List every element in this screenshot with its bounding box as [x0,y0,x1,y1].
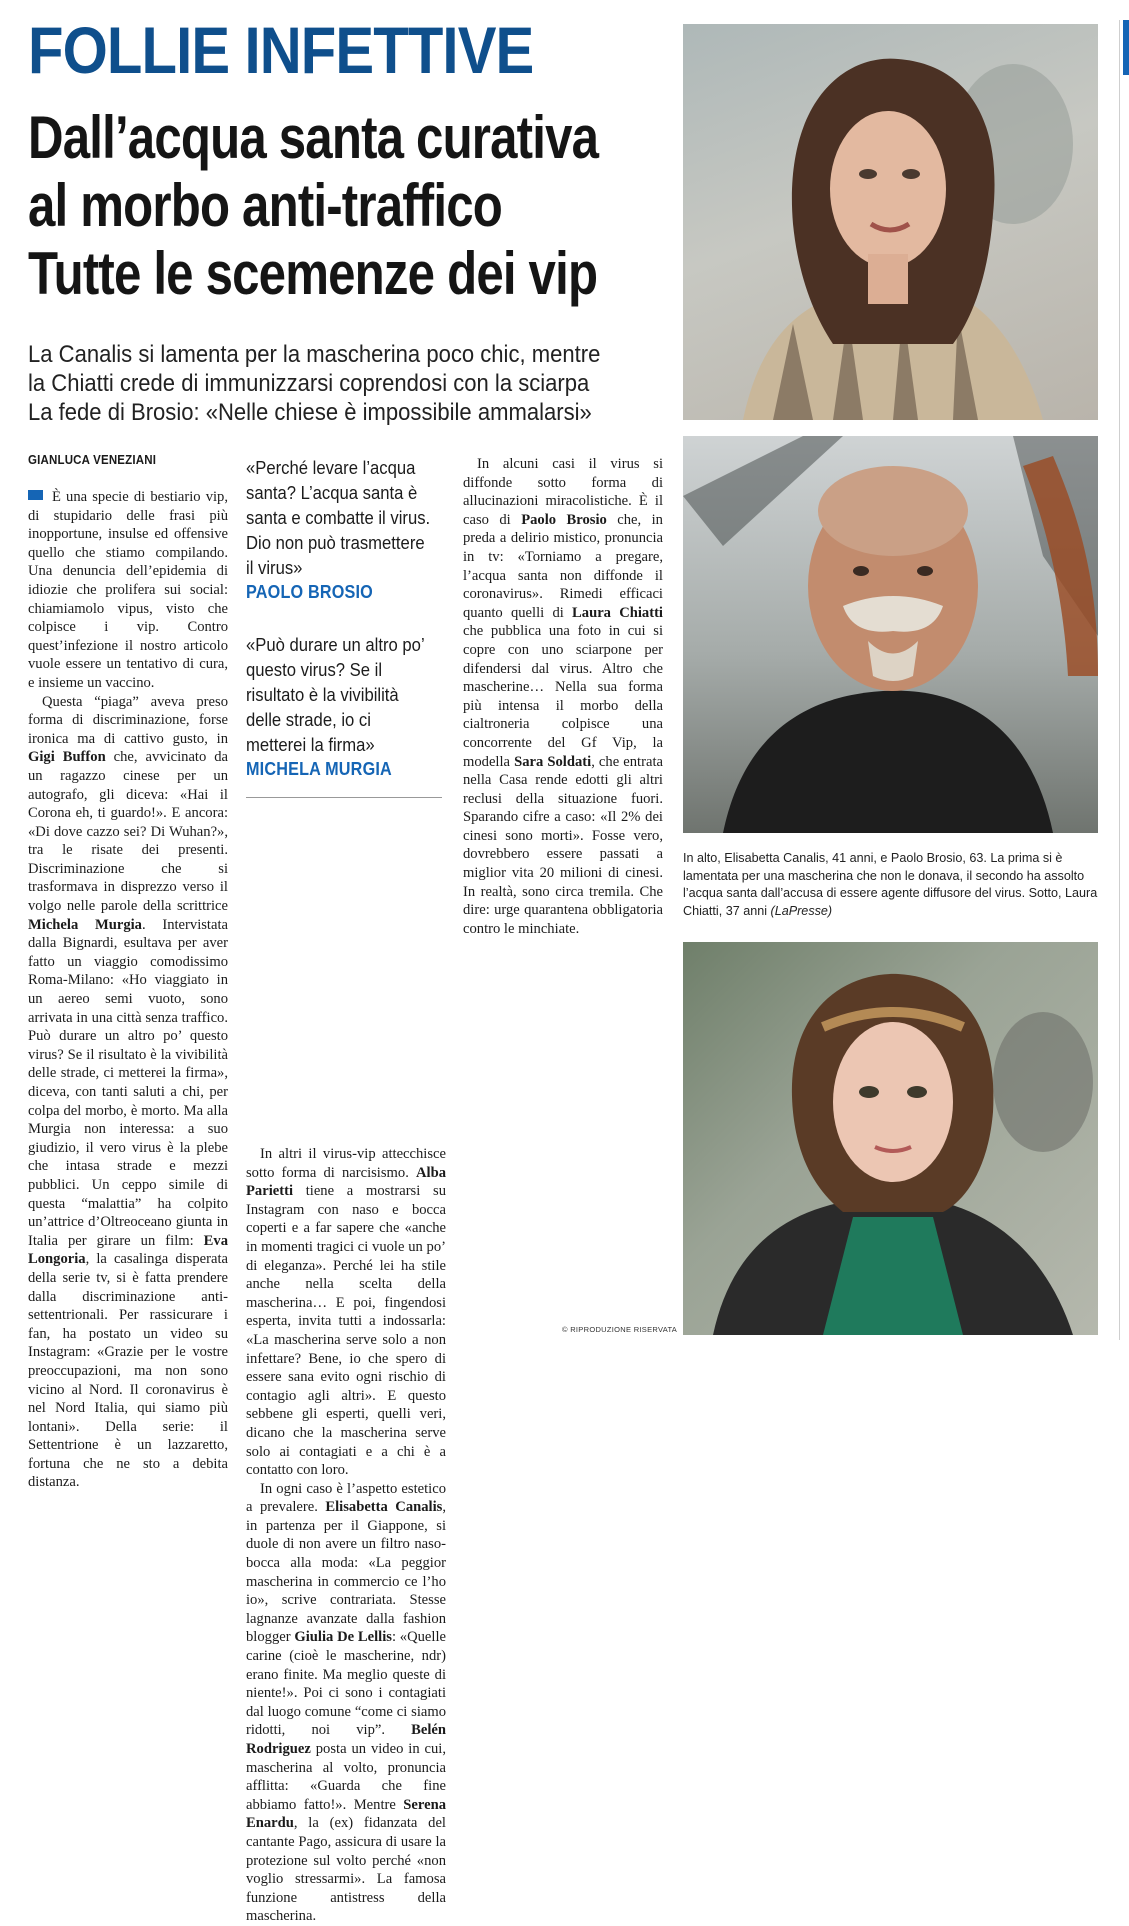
subhead-line-2: la Chiatti crede di immunizzarsi coprendosi con la sciarpa [28,370,590,397]
copyright-notice: © RIPRODUZIONE RISERVATA [562,1325,678,1334]
name-highlight: Sara Soldati [514,753,592,770]
page-edge-accent [1123,20,1129,75]
name-highlight: Michela Murgia [28,916,142,933]
pull-quote-text: «Può durare un altro po’ questo virus? Se il risultato è la vivibilità delle strade, io ci metterei la firma» [246,634,425,755]
name-highlight: Belén Rodriguez [246,1722,446,1757]
name-highlight: Alba Parietti [246,1164,446,1200]
pull-quote-text: «Perché levare l’acqua santa? L’acqua santa è santa e combatte il virus. Dio non può trasmettere il virus» [246,457,431,578]
headline-line-1: Dall’acqua santa curativa [28,104,599,171]
headline-line-2: al morbo anti-traffico [28,172,502,239]
subhead-line-1: La Canalis si lamenta per la mascherina poco chic, mentre [28,341,601,368]
portrait-illustration [683,24,1098,420]
name-highlight: Laura Chiatti [572,604,663,621]
portrait-illustration [683,436,1098,833]
article-column-1 [28,488,228,1492]
subhead-line-3: La fede di Brosio: «Nelle chiese è impossibile ammalarsi» [28,399,592,426]
article-paragraph: Questa “piaga” aveva preso forma di discriminazione, forse ironica ma di cattivo gusto, in Gigi Buffon che, avvicinato da un ragazzo cinese per un autografo, gli diceva: «Hai il Corona eh, ti guardo!». E ancora: «Di dove cazzo sei? Di Wuhan?», tra le risate dei presenti. Discriminazione che si trasformava in disprezzo verso il volgo nelle parole della scrittrice Michela Murgia. Intervistata dalla Bignardi, esultava per aver fatto un viaggio comodissimo Roma-Milano: «Ho viaggiato in un aereo semi vuoto, sono arrivata in una città senza traffico. Può durare un altro po’ questo virus? Se il risultato è la vivibilità delle strade, ci metterei la firma», diceva, con tanti saluti a chi, per colpa del morbo, è morto. Ma alla Murgia non interessa: a suo giudizio, il vero virus è la plebe che intasa strade e mezzi pubblici. Un ceppo simile di questa “malattia” ha colpito un’attrice d’Oltreoceano giunta in Italia per girare un film: Eva Longoria, la casalinga disperata della serie tv, si è fatta prendere dalla discriminazione anti-settentrionali. Per rassicurare i fan, ha postato un video su Instagram: «Grazie per le vostre preoccupazioni, ma non sono vicino al Nord. Il coronavirus è nel Nord Italia, qui siamo più lontani». Della serie: il Settentrione è un lazzaretto, fortuna che ne sto a debita distanza. [28,693,229,1491]
headline-line-3: Tutte le scemenze dei vip [28,240,598,307]
pull-quote-author: PAOLO BROSIO [246,582,373,602]
pull-quote-author: MICHELA MURGIA [246,759,392,779]
name-highlight: Giulia De Lellis [294,1629,392,1646]
photo-caption: In alto, Elisabetta Canalis, 41 anni, e Paolo Brosio, 63. La prima si è lamentata per una mascherina che non le donava, il secondo ha assolto l’acqua santa dall’accusa di essere agente diffusore del virus. Sotto, Laura Chiatti, 37 anni (LaPresse) [683,851,1098,918]
name-highlight: Elisabetta Canalis [325,1499,443,1516]
article-column-3 [463,455,663,938]
byline: GIANLUCA VENEZIANI [28,453,157,467]
page-edge-divider [1119,20,1120,1340]
name-highlight: Serena Enardu [246,1796,446,1832]
article-paragraph: In ogni caso è l’aspetto estetico a prevalere. Elisabetta Canalis, in partenza per il Giappone, si duole di non avere un filtro naso-bocca alla moda: «La peggior mascherina in commercio ce l’ho io», scrive contrariata. Stesse lagnanze avanzate dalla fashion blogger Giulia De Lellis: «Quelle carine (cioè le mascherine, ndr) erano finite. Ma meglio queste di niente!». Poi ci sono i contagiati dal luogo comune “come ci siamo ridotti, noi vip”. Belén Rodriguez posta un video in cui, mascherina al volto, pronuncia afflitta: «Guarda che fine abbiamo fatto!». Mentre Serena Enardu, la (ex) fidanzata del cantante Pago, assicura di usare la protezione sul volto perché «non voglio stressarmi». La famosa funzione antistress della mascherina. [246,1480,447,1925]
photo-elisabetta-canalis [683,24,1098,420]
article-paragraph: In alcuni casi il virus si diffonde sotto forma di allucinazioni miracolistiche. È il caso di Paolo Brosio che, in preda a delirio mistico, pronuncia in tv: «Torniamo a pregare, l’acqua santa non diffonde il coronavirus». Rimedi efficaci quanto quelli di Laura Chiatti che pubblica una foto in cui si copre con uno sciarpone per difendersi dal virus. Altro che mascherine… Nella sua forma più intensa il morbo della cialtroneria colpisce una concorrente del Gf Vip, la modella Sara Soldati, che entrata nella Casa rende edotti gli altri reclusi della situazione fuori. Sparando cifre a caso: «Il 2% dei cinesi sono morti». Fosse vero, dovrebbero essere passati a miglior vita 20 milioni di cinesi. In realtà, sono circa tremila. Che dire: urge quarantena obbligatoria contro le minchiate. [463,456,663,937]
photo-credit: (LaPresse) [770,903,833,918]
pull-quote-brosio [246,455,435,605]
square-bullet-icon [28,490,43,500]
name-highlight: Eva Longoria [28,1232,228,1268]
headline [28,104,651,308]
photo-paolo-brosio [683,436,1098,833]
kicker: FOLLIE INFETTIVE [28,13,534,87]
name-highlight: Gigi Buffon [28,749,106,766]
quote-divider [246,797,442,798]
name-highlight: Paolo Brosio [521,511,607,528]
pull-quote-murgia [246,632,435,782]
article-paragraph: È una specie di bestiario vip, di stupidario delle frasi più inopportune, insulse ed offensive quello che stiamo compilando. Una denuncia dell’epidemia di idiozie che prolifera sui social: chiamiamolo vipus, visto che colpisce i vip. Contro quest’infezione il nostro articolo vuole essere un tentativo di cura, e insieme un vaccino. [28,489,228,691]
subheadline [28,340,622,427]
portrait-illustration [683,942,1098,1335]
photo-laura-chiatti [683,942,1098,1335]
article-paragraph: In altri il virus-vip attecchisce sotto forma di narcisismo. Alba Parietti tiene a mostrarsi su Instagram con naso e bocca coperti e a far sapere che «anche in momenti tragici ci vuole un po’ di eleganza». Perché lei ha stile anche nella scelta della mascherina… E poi, fingendosi esperta, invita tutti a indossarla: «La mascherina serve solo a non infettare? Bene, io che spero di essere sana evito ogni rischio di contagio agli altri». E questo sebbene gli esperti, quelli veri, dicano che la mascherina serve solo ai contagiati e a chi è a contatto con loro. [246,1146,446,1479]
article-column-2 [246,1145,446,1926]
